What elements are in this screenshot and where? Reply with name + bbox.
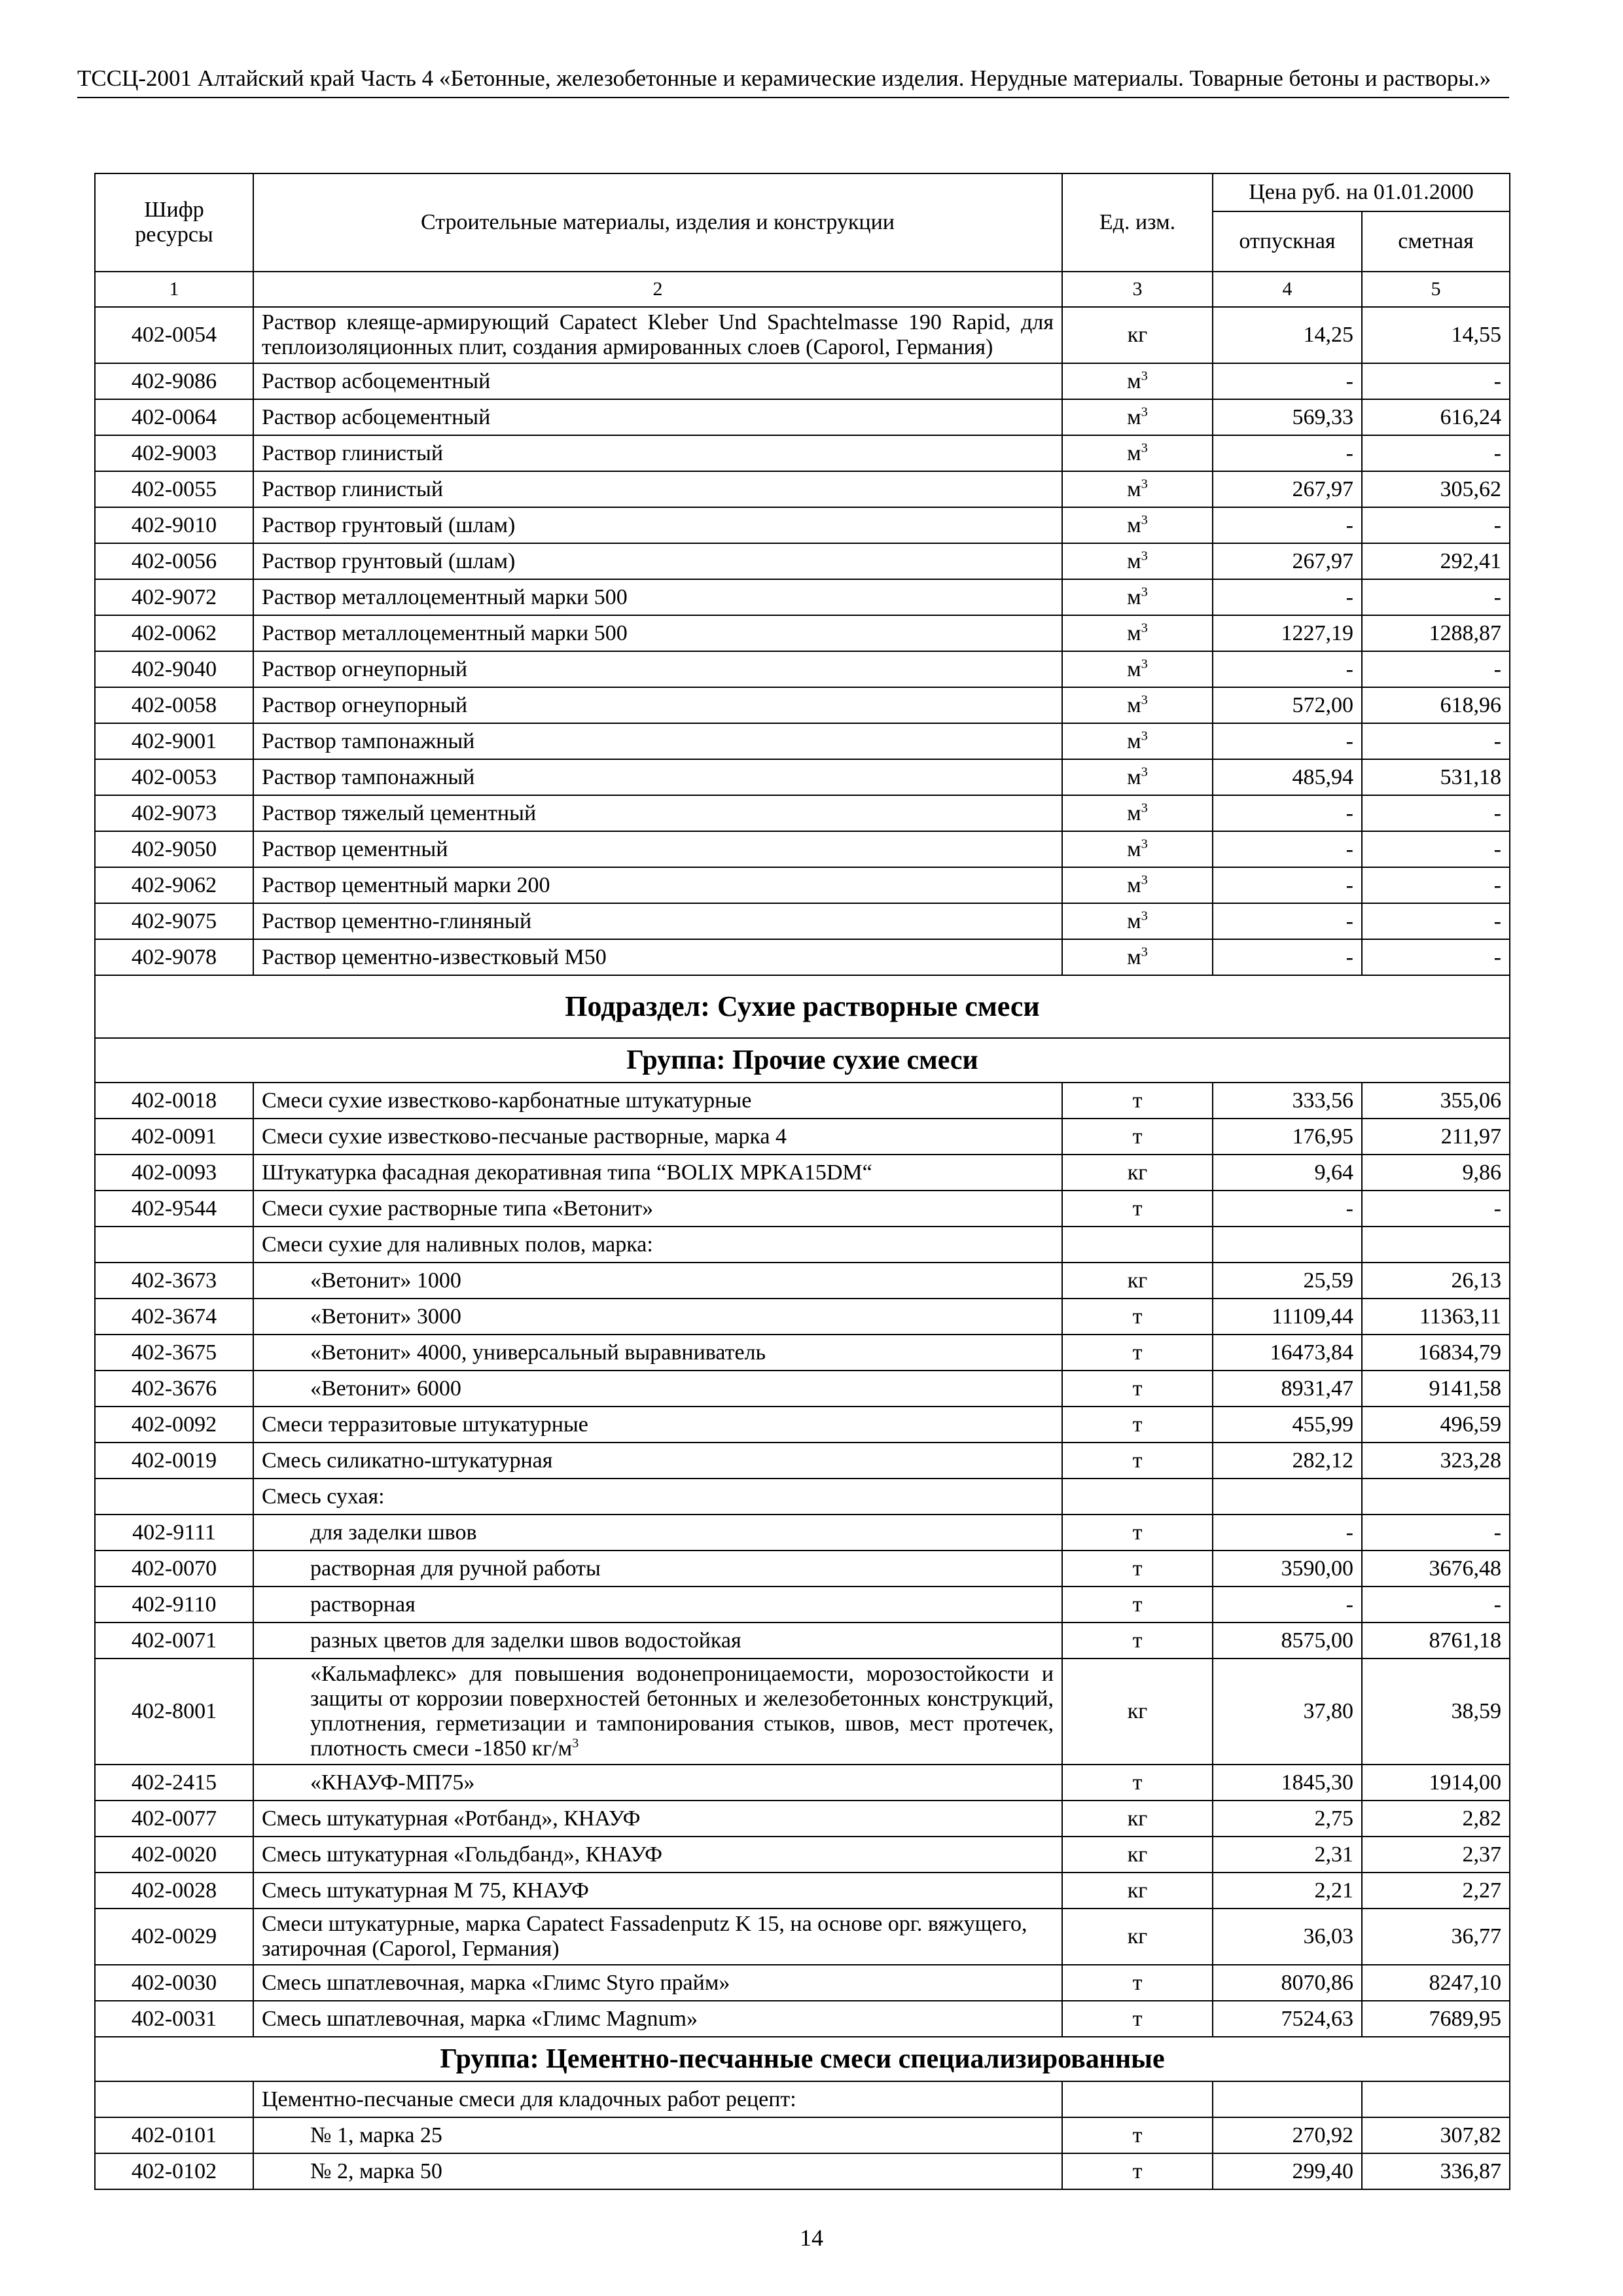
table-row: [95, 723, 1510, 759]
release-price: 37,80: [1213, 1659, 1362, 1765]
material-name: Раствор грунтовый (шлам): [253, 543, 1062, 579]
estimate-price: 8761,18: [1362, 1623, 1510, 1659]
table-row: [95, 651, 1510, 687]
unit: т: [1062, 2117, 1213, 2153]
resource-code: 402-9075: [95, 903, 253, 939]
estimate-price: 2,37: [1362, 1837, 1510, 1873]
unit: кг: [1062, 1263, 1213, 1299]
empty-cell: [1362, 1227, 1510, 1263]
unit: $м^3$: [1062, 795, 1213, 831]
resource-code: 402-0028: [95, 1873, 253, 1909]
material-name: Смесь штукатурная «Ротбанд», КНАУФ: [253, 1801, 1062, 1837]
table-row: [95, 1801, 1510, 1837]
release-price: 8575,00: [1213, 1623, 1362, 1659]
material-name: разных цветов для заделки швов водостойкая: [253, 1623, 1062, 1659]
resource-code: 402-0077: [95, 1801, 253, 1837]
estimate-price: -: [1362, 363, 1510, 399]
estimate-price: -: [1362, 903, 1510, 939]
estimate-price: 9141,58: [1362, 1371, 1510, 1407]
release-price: 2,31: [1213, 1837, 1362, 1873]
material-name: растворная для ручной работы: [253, 1551, 1062, 1587]
table-row: [95, 759, 1510, 795]
table-row: [95, 1965, 1510, 2001]
unit: кг: [1062, 1909, 1213, 1965]
resource-code: 402-0058: [95, 687, 253, 723]
material-name: № 1, марка 25: [253, 2117, 1062, 2153]
unit: т: [1062, 2153, 1213, 2189]
unit: т: [1062, 1443, 1213, 1479]
resource-code: 402-9062: [95, 867, 253, 903]
table-row: [95, 939, 1510, 975]
estimate-price: 496,59: [1362, 1407, 1510, 1443]
material-name: Смеси штукатурные, марка Capatect Fassadenputz K 15, на основе орг. вяжущего, затирочная (Caporol, Германия): [253, 1909, 1062, 1965]
unit: т: [1062, 1765, 1213, 1801]
material-name: «Ветонит» 6000: [253, 1371, 1062, 1407]
material-name: Смесь штукатурная «Гольдбанд», КНАУФ: [253, 1837, 1062, 1873]
resource-code: 402-2415: [95, 1765, 253, 1801]
estimate-price: 36,77: [1362, 1909, 1510, 1965]
table-row: [95, 615, 1510, 651]
release-price: 455,99: [1213, 1407, 1362, 1443]
estimate-price: -: [1362, 1191, 1510, 1227]
release-price: 176,95: [1213, 1119, 1362, 1155]
document-header: [77, 65, 1509, 98]
release-price: -: [1213, 579, 1362, 615]
estimate-price: 211,97: [1362, 1119, 1510, 1155]
release-price: 11109,44: [1213, 1299, 1362, 1335]
material-name: растворная: [253, 1587, 1062, 1623]
table-row: [95, 1551, 1510, 1587]
resource-code: 402-0070: [95, 1551, 253, 1587]
material-name: «Ветонит» 1000: [253, 1263, 1062, 1299]
table-row: [95, 795, 1510, 831]
table-row: [95, 1443, 1510, 1479]
release-price: 2,21: [1213, 1873, 1362, 1909]
table-row: [95, 1227, 1510, 1263]
resource-code: 402-0018: [95, 1083, 253, 1119]
resource-code: 402-9544: [95, 1191, 253, 1227]
column-header-unit: Ед. изм.: [1062, 173, 1213, 272]
unit: $м^3$: [1062, 579, 1213, 615]
estimate-price: -: [1362, 651, 1510, 687]
unit: т: [1062, 1407, 1213, 1443]
material-name: «Ветонит» 4000, универсальный выравниватель: [253, 1335, 1062, 1371]
estimate-price: 307,82: [1362, 2117, 1510, 2153]
unit: $м^3$: [1062, 399, 1213, 435]
unit: $м^3$: [1062, 507, 1213, 543]
material-name: Раствор асбоцементный: [253, 399, 1062, 435]
group-note: Смеси сухие для наливных полов, марка:: [253, 1227, 1062, 1263]
release-price: -: [1213, 1515, 1362, 1551]
estimate-price: 38,59: [1362, 1659, 1510, 1765]
material-name: Раствор цементно-глиняный: [253, 903, 1062, 939]
unit: $м^3$: [1062, 939, 1213, 975]
resource-code: 402-8001: [95, 1659, 253, 1765]
estimate-price: -: [1362, 507, 1510, 543]
unit: $м^3$: [1062, 831, 1213, 867]
material-name: Раствор цементный: [253, 831, 1062, 867]
release-price: 16473,84: [1213, 1335, 1362, 1371]
column-number: 4: [1213, 272, 1362, 307]
estimate-price: 618,96: [1362, 687, 1510, 723]
material-name: Смесь штукатурная М 75, КНАУФ: [253, 1873, 1062, 1909]
empty-cell: [1062, 1479, 1213, 1515]
release-price: 282,12: [1213, 1443, 1362, 1479]
column-number: 1: [95, 272, 253, 307]
unit: $м^3$: [1062, 543, 1213, 579]
document-title: ТССЦ-2001 Алтайский край Часть 4 «Бетонные, железобетонные и керамические изделия. Нерудные материалы. Товарные бетоны и растворы.»: [77, 65, 1491, 91]
estimate-price: -: [1362, 1587, 1510, 1623]
table-row: [95, 2001, 1510, 2037]
material-name: Смесь силикатно-штукатурная: [253, 1443, 1062, 1479]
resource-code: 402-9010: [95, 507, 253, 543]
unit: $м^3$: [1062, 435, 1213, 471]
release-price: 572,00: [1213, 687, 1362, 723]
resource-code: 402-0054: [95, 307, 253, 363]
table-row: [95, 307, 1510, 363]
estimate-price: -: [1362, 435, 1510, 471]
resource-code: [95, 1479, 253, 1515]
unit: $м^3$: [1062, 903, 1213, 939]
estimate-price: 3676,48: [1362, 1551, 1510, 1587]
material-name: «Кальмафлекс» для повышения водонепроницаемости, морозостойкости и защиты от коррозии поверхностей бетонных и железобетонных конструкций, уплотнения, герметизации и тампонирования стыков, швов, мест протечек, плотность смеси -1850 $кг/м^3$: [253, 1659, 1062, 1765]
unit: т: [1062, 1515, 1213, 1551]
release-price: 36,03: [1213, 1909, 1362, 1965]
table-row: [95, 471, 1510, 507]
release-price: 485,94: [1213, 759, 1362, 795]
estimate-price: 14,55: [1362, 307, 1510, 363]
release-price: -: [1213, 867, 1362, 903]
estimate-price: 305,62: [1362, 471, 1510, 507]
table-row: [95, 435, 1510, 471]
material-name: Раствор металлоцементный марки 500: [253, 579, 1062, 615]
resource-code: 402-0056: [95, 543, 253, 579]
resource-code: 402-3673: [95, 1263, 253, 1299]
material-name: для заделки швов: [253, 1515, 1062, 1551]
resource-code: 402-0055: [95, 471, 253, 507]
unit: кг: [1062, 1801, 1213, 1837]
material-name: Раствор огнеупорный: [253, 687, 1062, 723]
table-row: [95, 363, 1510, 399]
material-name: Раствор глинистый: [253, 435, 1062, 471]
group-heading: Группа: Цементно-песчанные смеси специализированные: [95, 2037, 1510, 2081]
unit: $м^3$: [1062, 471, 1213, 507]
release-price: -: [1213, 1587, 1362, 1623]
column-header-estimate-price: сметная: [1362, 211, 1510, 272]
estimate-price: 355,06: [1362, 1083, 1510, 1119]
estimate-price: 292,41: [1362, 543, 1510, 579]
table-row: [95, 1119, 1510, 1155]
estimate-price: -: [1362, 795, 1510, 831]
material-name: Раствор тампонажный: [253, 759, 1062, 795]
unit: т: [1062, 1587, 1213, 1623]
estimate-price: 336,87: [1362, 2153, 1510, 2189]
material-name: Смеси терразитовые штукатурные: [253, 1407, 1062, 1443]
resource-code: 402-9072: [95, 579, 253, 615]
unit: кг: [1062, 1659, 1213, 1765]
column-number: 5: [1362, 272, 1510, 307]
table-row: [95, 1191, 1510, 1227]
empty-cell: [1362, 2081, 1510, 2117]
release-price: 7524,63: [1213, 2001, 1362, 2037]
material-name: «КНАУФ-МП75»: [253, 1765, 1062, 1801]
resource-code: 402-9003: [95, 435, 253, 471]
release-price: 1845,30: [1213, 1765, 1362, 1801]
release-price: 3590,00: [1213, 1551, 1362, 1587]
release-price: 2,75: [1213, 1801, 1362, 1837]
resource-code: 402-0064: [95, 399, 253, 435]
unit: $м^3$: [1062, 615, 1213, 651]
table-row: [95, 2153, 1510, 2189]
table-row: [95, 1587, 1510, 1623]
estimate-price: 1288,87: [1362, 615, 1510, 651]
resource-code: 402-9050: [95, 831, 253, 867]
resource-code: 402-0019: [95, 1443, 253, 1479]
release-price: -: [1213, 363, 1362, 399]
estimate-price: -: [1362, 723, 1510, 759]
table-row: [95, 1155, 1510, 1191]
release-price: 8931,47: [1213, 1371, 1362, 1407]
release-price: -: [1213, 1191, 1362, 1227]
table-row: [95, 1479, 1510, 1515]
unit: $м^3$: [1062, 687, 1213, 723]
estimate-price: 8247,10: [1362, 1965, 1510, 2001]
group-heading: Группа: Прочие сухие смеси: [95, 1038, 1510, 1083]
release-price: -: [1213, 435, 1362, 471]
unit: $м^3$: [1062, 363, 1213, 399]
material-name: Раствор клеяще-армирующий Capatect Kleber Und Spachtelmasse 190 Rapid, для теплоизоляционных плит, создания армированных слоев (Caporol, Германия): [253, 307, 1062, 363]
empty-cell: [1062, 2081, 1213, 2117]
unit: $м^3$: [1062, 867, 1213, 903]
empty-cell: [1213, 2081, 1362, 2117]
unit: т: [1062, 1371, 1213, 1407]
release-price: -: [1213, 651, 1362, 687]
column-header-name: Строительные материалы, изделия и конструкции: [253, 173, 1062, 272]
material-name: Штукатурка фасадная декоративная типа “BOLIX MPKA15DM“: [253, 1155, 1062, 1191]
table-body: [95, 307, 1510, 2189]
release-price: -: [1213, 903, 1362, 939]
estimate-price: 531,18: [1362, 759, 1510, 795]
resource-code: 402-0092: [95, 1407, 253, 1443]
material-name: Смесь шпатлевочная, марка «Глимс Magnum»: [253, 2001, 1062, 2037]
release-price: 25,59: [1213, 1263, 1362, 1299]
resource-code: 402-9086: [95, 363, 253, 399]
table-row: [95, 1837, 1510, 1873]
release-price: -: [1213, 939, 1362, 975]
table-row: [95, 1659, 1510, 1765]
resource-code: 402-0091: [95, 1119, 253, 1155]
table-row: [95, 1515, 1510, 1551]
material-name: Раствор тампонажный: [253, 723, 1062, 759]
resource-code: 402-0020: [95, 1837, 253, 1873]
unit: т: [1062, 1335, 1213, 1371]
resource-code: 402-0101: [95, 2117, 253, 2153]
resource-code: 402-0030: [95, 1965, 253, 2001]
table-row: [95, 1299, 1510, 1335]
estimate-price: 16834,79: [1362, 1335, 1510, 1371]
material-name: Раствор цементно-известковый М50: [253, 939, 1062, 975]
column-header-code: Шифр ресурсы: [95, 173, 253, 272]
release-price: -: [1213, 795, 1362, 831]
resource-code: 402-9073: [95, 795, 253, 831]
table-row: [95, 1623, 1510, 1659]
empty-cell: [1362, 1479, 1510, 1515]
group-note: Смесь сухая:: [253, 1479, 1062, 1515]
resource-code: 402-0071: [95, 1623, 253, 1659]
resource-code: 402-0031: [95, 2001, 253, 2037]
table-row: [95, 1083, 1510, 1119]
estimate-price: 11363,11: [1362, 1299, 1510, 1335]
table-row: [95, 1263, 1510, 1299]
empty-cell: [1213, 1227, 1362, 1263]
unit: кг: [1062, 1837, 1213, 1873]
resource-code: 402-0093: [95, 1155, 253, 1191]
estimate-price: 2,82: [1362, 1801, 1510, 1837]
release-price: 299,40: [1213, 2153, 1362, 2189]
table-row: [95, 1407, 1510, 1443]
release-price: 14,25: [1213, 307, 1362, 363]
release-price: -: [1213, 723, 1362, 759]
resource-code: 402-3675: [95, 1335, 253, 1371]
release-price: 569,33: [1213, 399, 1362, 435]
table-row: [95, 1371, 1510, 1407]
release-price: 333,56: [1213, 1083, 1362, 1119]
table-row: [95, 1909, 1510, 1965]
resource-code: 402-3676: [95, 1371, 253, 1407]
table-row: [95, 543, 1510, 579]
table-row: [95, 2081, 1510, 2117]
unit: т: [1062, 1965, 1213, 2001]
estimate-price: 9,86: [1362, 1155, 1510, 1191]
material-name: Раствор цементный марки 200: [253, 867, 1062, 903]
release-price: 9,64: [1213, 1155, 1362, 1191]
release-price: -: [1213, 507, 1362, 543]
estimate-price: 7689,95: [1362, 2001, 1510, 2037]
unit: т: [1062, 1119, 1213, 1155]
table-row: [95, 507, 1510, 543]
release-price: 8070,86: [1213, 1965, 1362, 2001]
release-price: -: [1213, 831, 1362, 867]
price-table: [94, 173, 1510, 2190]
table-row: [95, 867, 1510, 903]
unit: т: [1062, 1551, 1213, 1587]
page-number: 14: [800, 2225, 823, 2251]
section-heading: Подраздел: Сухие растворные смеси: [95, 975, 1510, 1038]
estimate-price: -: [1362, 579, 1510, 615]
material-name: Раствор тяжелый цементный: [253, 795, 1062, 831]
estimate-price: -: [1362, 867, 1510, 903]
material-name: Смесь шпатлевочная, марка «Глимс Styro прайм»: [253, 1965, 1062, 2001]
column-number: 2: [253, 272, 1062, 307]
estimate-price: -: [1362, 831, 1510, 867]
resource-code: 402-9040: [95, 651, 253, 687]
table-row: [95, 2117, 1510, 2153]
table-row: [95, 687, 1510, 723]
table-row: [95, 1335, 1510, 1371]
material-name: № 2, марка 50: [253, 2153, 1062, 2189]
unit: т: [1062, 1191, 1213, 1227]
estimate-price: 26,13: [1362, 1263, 1510, 1299]
estimate-price: -: [1362, 939, 1510, 975]
table-row: [95, 579, 1510, 615]
estimate-price: 1914,00: [1362, 1765, 1510, 1801]
resource-code: 402-9111: [95, 1515, 253, 1551]
resource-code: 402-0062: [95, 615, 253, 651]
table-row: [95, 1765, 1510, 1801]
empty-cell: [1213, 1479, 1362, 1515]
unit: т: [1062, 2001, 1213, 2037]
column-header-price: Цена руб. на 01.01.2000: [1213, 173, 1510, 211]
group-note: Цементно-песчаные смеси для кладочных работ рецепт:: [253, 2081, 1062, 2117]
resource-code: 402-3674: [95, 1299, 253, 1335]
estimate-price: 323,28: [1362, 1443, 1510, 1479]
material-name: Раствор грунтовый (шлам): [253, 507, 1062, 543]
unit: т: [1062, 1083, 1213, 1119]
material-name: Смеси сухие известково-песчаные растворные, марка 4: [253, 1119, 1062, 1155]
material-name: «Ветонит» 3000: [253, 1299, 1062, 1335]
material-name: Раствор огнеупорный: [253, 651, 1062, 687]
unit: $м^3$: [1062, 651, 1213, 687]
table-row: [95, 1873, 1510, 1909]
estimate-price: -: [1362, 1515, 1510, 1551]
unit: $м^3$: [1062, 723, 1213, 759]
resource-code: 402-0029: [95, 1909, 253, 1965]
column-header-release-price: отпускная: [1213, 211, 1362, 272]
material-name: Раствор асбоцементный: [253, 363, 1062, 399]
resource-code: 402-9001: [95, 723, 253, 759]
material-name: Раствор глинистый: [253, 471, 1062, 507]
resource-code: 402-0102: [95, 2153, 253, 2189]
material-name: Смеси сухие известково-карбонатные штукатурные: [253, 1083, 1062, 1119]
resource-code: 402-0053: [95, 759, 253, 795]
unit: $м^3$: [1062, 759, 1213, 795]
empty-cell: [1062, 1227, 1213, 1263]
unit: кг: [1062, 307, 1213, 363]
column-number: 3: [1062, 272, 1213, 307]
estimate-price: 616,24: [1362, 399, 1510, 435]
estimate-price: 2,27: [1362, 1873, 1510, 1909]
table-row: [95, 903, 1510, 939]
resource-code: [95, 1227, 253, 1263]
unit: т: [1062, 1299, 1213, 1335]
table-row: [95, 831, 1510, 867]
resource-code: [95, 2081, 253, 2117]
release-price: 267,97: [1213, 543, 1362, 579]
material-name: Смеси сухие растворные типа «Ветонит»: [253, 1191, 1062, 1227]
resource-code: 402-9078: [95, 939, 253, 975]
resource-code: 402-9110: [95, 1587, 253, 1623]
unit: т: [1062, 1623, 1213, 1659]
release-price: 270,92: [1213, 2117, 1362, 2153]
unit: кг: [1062, 1873, 1213, 1909]
material-name: Раствор металлоцементный марки 500: [253, 615, 1062, 651]
table-row: [95, 399, 1510, 435]
release-price: 267,97: [1213, 471, 1362, 507]
unit: кг: [1062, 1155, 1213, 1191]
release-price: 1227,19: [1213, 615, 1362, 651]
